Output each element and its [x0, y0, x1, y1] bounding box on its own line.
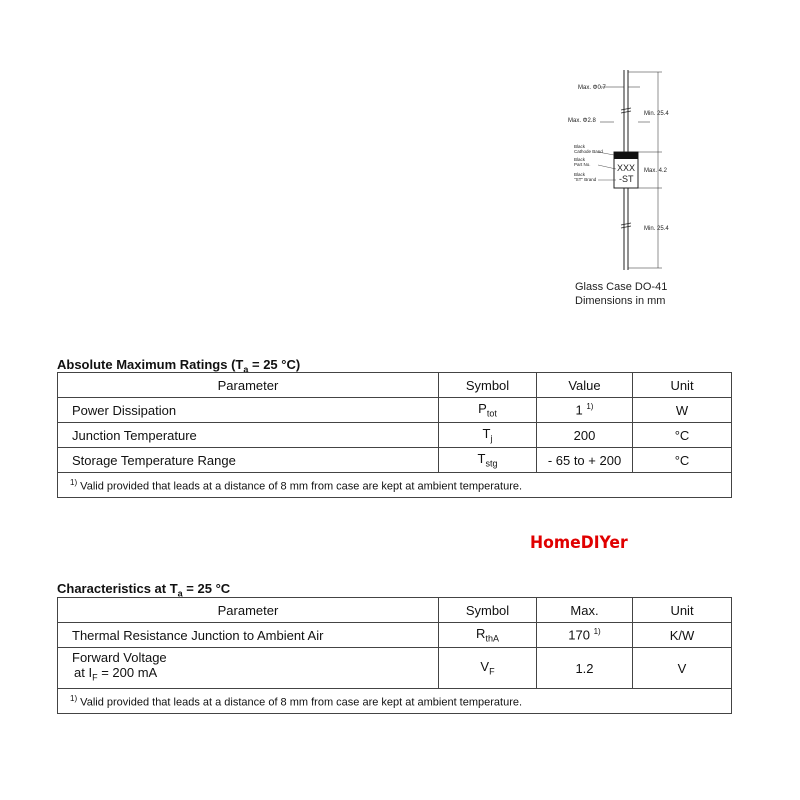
param-cell: Power Dissipation [58, 398, 439, 423]
cathode-band [614, 152, 638, 159]
header-parameter: Parameter [58, 373, 439, 398]
cathode-band-label-1: Black [574, 144, 586, 149]
value-cell: 1.2 [537, 648, 633, 689]
marking-line2: -ST [619, 174, 634, 184]
symbol-cell: $V_F$ [439, 648, 537, 689]
characteristics-table [57, 597, 732, 714]
unit-cell: W [633, 398, 732, 423]
unit-cell: °C [633, 423, 732, 448]
abs-max-title: Absolute Maximum Ratings ($T_a = 25$ °C) [57, 357, 301, 375]
footnote-row [58, 473, 732, 498]
top-lead-length-label: Min. 25.4 [644, 111, 669, 117]
param-cell: Storage Temperature Range [58, 448, 439, 473]
unit-cell: °C [633, 448, 732, 473]
param-cell: Thermal Resistance Junction to Ambient Air [58, 623, 439, 648]
abs-max-table [57, 372, 732, 498]
table-header-row [58, 373, 732, 398]
value-cell: - 65 to + 200 [537, 448, 633, 473]
bottom-lead-length-label: Min. 25.4 [644, 226, 669, 232]
header-symbol: Symbol [439, 373, 537, 398]
table-row [58, 398, 732, 423]
value-cell: 170 $^{1)}$ [537, 623, 633, 648]
symbol-cell: $T_{stg}$ [439, 448, 537, 473]
header-value: Value [537, 373, 633, 398]
lead-diameter-label: Max. Φ0.7 [578, 85, 606, 91]
header-unit: Unit [633, 373, 732, 398]
cathode-band-label-2: Cathode Band [574, 149, 603, 154]
unit-cell: V [633, 648, 732, 689]
table-row [58, 623, 732, 648]
table-row [58, 448, 732, 473]
st-band-label-2: "ST" Brand [574, 177, 597, 182]
st-band-label-1: Black [574, 172, 586, 177]
header-symbol: Symbol [439, 598, 537, 623]
header-parameter: Parameter [58, 598, 439, 623]
watermark-logo: HomeDIYer [530, 533, 628, 553]
table-row [58, 648, 732, 689]
part-no-label-2: Part No. [574, 162, 591, 167]
param-cell: Junction Temperature [58, 423, 439, 448]
footnote: $^{1)}$ Valid provided that leads at a distance of 8 mm from case are kept at ambient temperature. [58, 473, 732, 498]
header-unit: Unit [633, 598, 732, 623]
package-caption-line2: Dimensions in mm [575, 295, 666, 307]
value-cell: 200 [537, 423, 633, 448]
symbol-cell: $R_{thA}$ [439, 623, 537, 648]
symbol-cell: $P_{tot}$ [439, 398, 537, 423]
table-header-row [58, 598, 732, 623]
value-cell: 1 $^{1)}$ [537, 398, 633, 423]
param-cell: Forward Voltage at $I_F = 200$ mA [58, 648, 439, 689]
footnote: $^{1)}$ Valid provided that leads at a distance of 8 mm from case are kept at ambient temperature. [58, 689, 732, 714]
body-length-label: Max. 4.2 [644, 168, 668, 174]
table-row [58, 423, 732, 448]
unit-cell: K/W [633, 623, 732, 648]
package-caption-line1: Glass Case DO-41 [575, 281, 668, 293]
do41-package-drawing [560, 70, 690, 270]
footnote-row [58, 689, 732, 714]
body-diameter-label: Max. Φ2.8 [568, 118, 596, 124]
part-no-label-1: Black [574, 157, 586, 162]
symbol-cell: $T_j$ [439, 423, 537, 448]
header-max: Max. [537, 598, 633, 623]
marking-line1: XXX [617, 163, 636, 173]
characteristics-title: Characteristics at $T_a = 25$ °C [57, 581, 231, 599]
